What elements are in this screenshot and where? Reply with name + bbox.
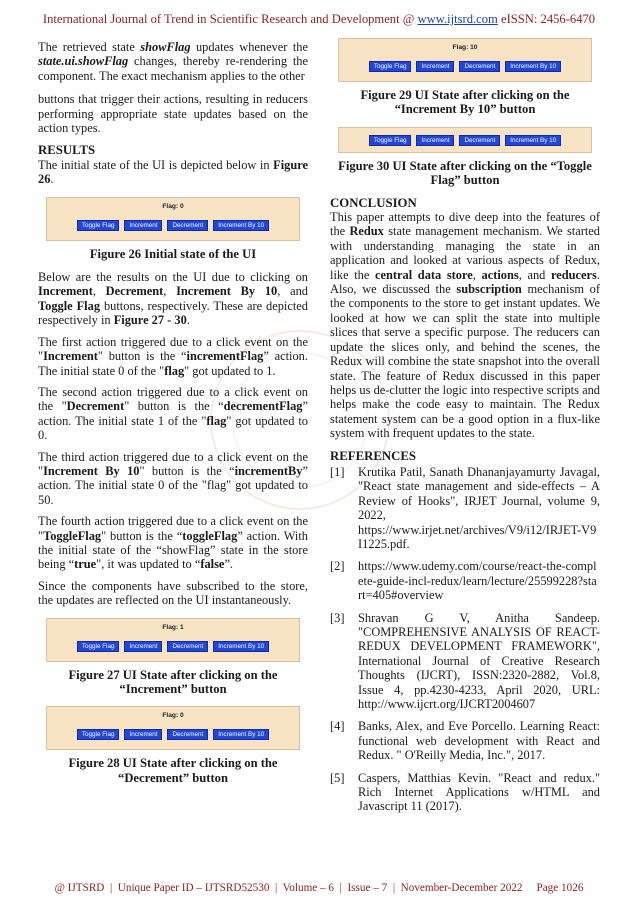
reference-text: Krutika Patil, Sanath Dhananjayamurty Javagal, "React state management and side-effects – A Review of Hooks", IRJET Journal, volume 9, 2022,: [358, 464, 600, 523]
reference-item: [330, 465, 600, 523]
paragraph-subscription: Since the components have subscribed to the store, the updates are reflected on the UI instantaneously.: [38, 578, 308, 608]
decrement-button: Decrement: [167, 220, 208, 231]
figure-28-caption: Figure 28 UI State after clicking on the “Decrement” button: [68, 756, 278, 785]
figure-28-ui-mockup: [46, 706, 300, 750]
reference-item: [330, 611, 600, 712]
running-footer: @ IJTSRD | Unique Paper ID – IJTSRD52530 | Volume – 6 | Issue – 7 | November-December 2022 Page 1026: [54, 882, 584, 894]
reference-number: [1]: [330, 464, 345, 479]
decrement-button: Decrement: [459, 135, 500, 146]
increment-button: Increment: [416, 135, 454, 146]
increment-by-10-button: Increment By 10: [213, 220, 269, 231]
reference-text: Caspers, Matthias Kevin. "React and redux." Rich Internet Applications w/HTML and Javascript 11 (2017).: [358, 770, 600, 814]
toggle-flag-button: Toggle Flag: [77, 220, 120, 231]
reference-number: [5]: [330, 770, 345, 785]
reference-number: [330, 523, 358, 552]
increment-button: Increment: [124, 220, 162, 231]
reference-text: Shravan G V, Anitha Sandeep. "COMPREHENSIVE ANALYSIS OF REACT-REDUX DEVELOPMENT FRAMEWORK", International Journal of Creative Research Thoughts (IJCRT), ISSN:2320-2882, Vol.8, Issue 4, pp.4230-4233, April 2020, URL: http://www.ijcrt.org/IJCRT2004607: [358, 610, 600, 712]
paragraph-results-intro: Below are the results on the UI due to clicking on Increment, Decrement, Increment By 10, and Toggle Flag buttons, respectively. These are depicted respectively in Figure 27 - 30.: [38, 270, 308, 328]
figure-26-caption: Figure 26 Initial state of the UI: [89, 246, 257, 261]
increment-by-10-button: Increment By 10: [213, 729, 269, 740]
flag-label: Flag: 10: [452, 44, 478, 51]
increment-button: Increment: [416, 61, 454, 72]
right-column: [330, 38, 600, 814]
paragraph-conclusion: This paper attempts to dive deep into the features of the Redux state management mechanism. We started with understanding managing the state in an application and looked at various aspects of Redux, like the central data store, actions, and reducers. Also, we discussed the subscription mechanism of the components to the store to get instant updates. We looked at how we can split the state into multiple slices that serve a specific purpose. The reducers can update the slices only, and behind the scenes, the Redux will combine the state snapshot into the overall state. The feature of Redux discussed in this paper helps us de-clutter the logic into respective scripts and helps make the code easy to maintain. The Redux statement system can be a good option in a flux-like system with frequent updates to the state.: [330, 210, 600, 441]
header-website-link[interactable]: www.ijtsrd.com: [417, 12, 498, 26]
paragraph-third-action: The third action triggered due to a click event on the "Increment By 10" button is the “incrementBy” action. The initial state 0 of the "flag" got updated to 50.: [38, 449, 308, 507]
figure-26-ui-mockup: [46, 197, 300, 241]
flag-label: Flag: 0: [162, 712, 184, 720]
increment-button: Increment: [124, 729, 162, 740]
reference-item: [330, 719, 600, 762]
reference-item: [330, 771, 600, 814]
reference-number: [3]: [330, 610, 345, 625]
header-issn: eISSN: 2456-6470: [497, 12, 596, 26]
section-heading-conclusion: CONCLUSION: [330, 195, 417, 210]
paragraph-initial-state: The initial state of the UI is depicted below in Figure 26.: [38, 157, 308, 187]
figure-27-caption: Figure 27 UI State after clicking on the “Increment” button: [68, 667, 278, 696]
reference-url[interactable]: https://www.irjet.net/archives/V9/i12/IRJET-V9I1225.pdf.: [358, 522, 597, 551]
paragraph-first-action: The first action triggered due to a click event on the "Increment" button is the “incrementFlag” action. The initial state 0 of the "flag" got updated to 1.: [38, 334, 308, 378]
increment-button: Increment: [124, 641, 162, 652]
increment-by-10-button: Increment By 10: [505, 61, 561, 72]
left-column: [38, 40, 308, 785]
reference-number: [4]: [330, 719, 345, 734]
toggle-flag-button: Toggle Flag: [77, 641, 120, 652]
flag-label: Flag: 1: [162, 623, 184, 631]
reference-number: [2]: [330, 559, 345, 574]
reference-text: Banks, Alex, and Eve Porcello. Learning React: functional web development with React and Redux. " O'Reilly Media, Inc.", 2017.: [358, 719, 600, 763]
paragraph-fourth-action: The fourth action triggered due to a click event on the "ToggleFlag" button is the “toggleFlag” action. With the initial state of the “showFlag” state in the store being “true", it was updated to “false”.: [38, 514, 308, 572]
toggle-flag-button: Toggle Flag: [369, 61, 412, 72]
paragraph-buttons-reducers: buttons that trigger their actions, resulting in reducers performing appropriate state updates based on the action types.: [38, 92, 308, 136]
figure-27-ui-mockup: [46, 618, 300, 662]
running-header: [0, 12, 638, 27]
figure-30-caption: Figure 30 UI State after clicking on the “Toggle Flag” button: [338, 158, 592, 188]
header-journal-name: International Journal of Trend in Scientific Research and Development @: [42, 12, 418, 26]
toggle-flag-button: Toggle Flag: [369, 135, 412, 146]
reference-item: [330, 559, 600, 602]
increment-by-10-button: Increment By 10: [213, 641, 269, 652]
paragraph-second-action: The second action triggered due to a click event on the "Decrement" button is the “decrementFlag” action. The initial state 1 of the "flag" got updated to 0.: [38, 384, 309, 443]
figure-30-ui-mockup: [338, 127, 592, 153]
figure-29-caption: Figure 29 UI State after clicking on the “Increment By 10” button: [360, 88, 570, 117]
flag-label: Flag: 0: [162, 202, 184, 210]
decrement-button: Decrement: [167, 641, 208, 652]
decrement-button: Decrement: [459, 61, 500, 72]
increment-by-10-button: Increment By 10: [505, 135, 561, 146]
decrement-button: Decrement: [167, 729, 208, 740]
figure-29-ui-mockup: [338, 38, 592, 82]
paragraph-showflag: The retrieved state showFlag updates whenever the state.ui.showFlag changes, thereby re-rendering the component. The exact mechanism applies to the other: [38, 40, 308, 83]
reference-item: [330, 523, 600, 552]
section-heading-references: REFERENCES: [330, 448, 417, 463]
reference-url[interactable]: https://www.udemy.com/course/react-the-complete-guide-incl-redux/learn/lecture/25599228?start=405#overview: [358, 559, 597, 603]
section-heading-results: RESULTS: [38, 143, 96, 158]
toggle-flag-button: Toggle Flag: [77, 729, 120, 740]
